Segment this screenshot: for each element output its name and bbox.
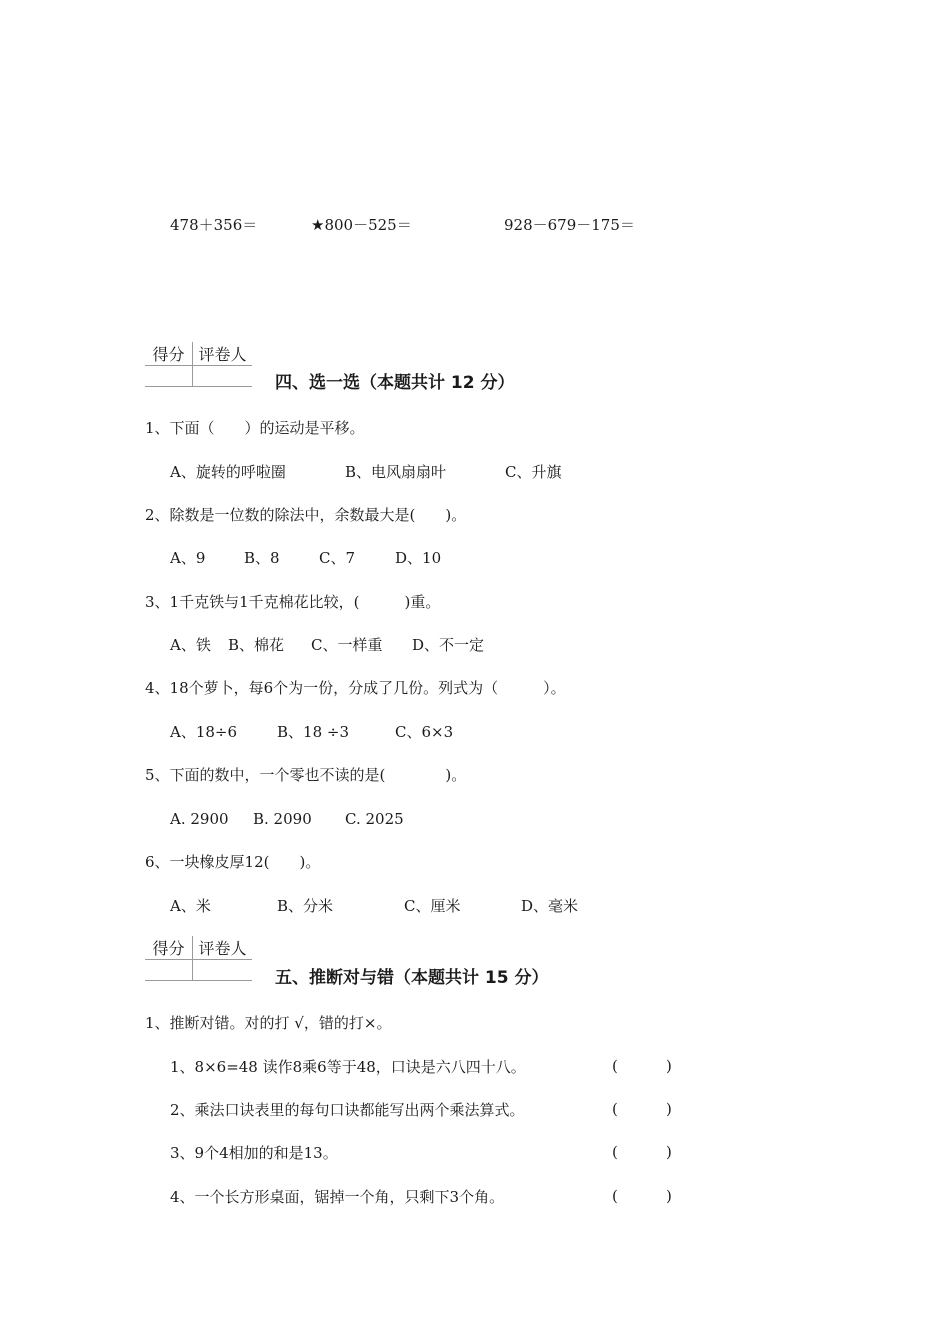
question-6: 6、一块橡皮厚12( )。 <box>145 853 321 871</box>
score-cell[interactable] <box>145 960 193 981</box>
answer-paren-right: ) <box>666 1143 672 1161</box>
score-cell[interactable] <box>145 366 193 387</box>
question-1: 1、下面（ ）的运动是平移。 <box>145 419 365 437</box>
question-4: 4、18个萝卜，每6个为一份，分成了几份。列式为（ ）。 <box>145 679 566 697</box>
option-4c: C、6×3 <box>395 723 454 741</box>
judge-item-1: 1、8×6=48 读作8乘6等于48，口诀是六八四十八。 <box>170 1058 526 1076</box>
question-2: 2、除数是一位数的除法中，余数最大是( )。 <box>145 506 467 524</box>
option-6d: D、毫米 <box>521 897 579 915</box>
answer-paren-left: ( <box>612 1187 618 1205</box>
judge-item-2: 2、乘法口诀表里的每句口诀都能写出两个乘法算式。 <box>170 1101 525 1119</box>
score-label: 得分 <box>145 936 193 960</box>
option-1a: A、旋转的呼啦圈 <box>170 463 286 481</box>
score-label: 得分 <box>145 342 193 366</box>
answer-paren-left: ( <box>612 1057 618 1075</box>
equation-2: ★800－525＝ <box>311 216 412 234</box>
question-3: 3、1千克铁与1千克棉花比较，( )重。 <box>145 593 441 611</box>
option-4b: B、18 ÷3 <box>277 723 349 741</box>
option-5a: A. 2900 <box>170 810 229 828</box>
equation-1: 478＋356＝ <box>170 216 258 234</box>
option-1c: C、升旗 <box>505 463 562 481</box>
equation-3: 928－679－175＝ <box>504 216 635 234</box>
option-2a: A、9 <box>170 549 206 567</box>
option-3b: B、棉花 <box>228 636 285 654</box>
section5-title: 五、推断对与错（本题共计 15 分） <box>275 968 549 988</box>
option-3d: D、不一定 <box>412 636 485 654</box>
option-4a: A、18÷6 <box>170 723 238 741</box>
option-3a: A、铁 <box>170 636 211 654</box>
answer-paren-right: ) <box>666 1100 672 1118</box>
option-2d: D、10 <box>395 549 442 567</box>
option-2b: B、8 <box>244 549 280 567</box>
score-box-section4 <box>145 342 252 387</box>
option-2c: C、7 <box>319 549 356 567</box>
option-5b: B. 2090 <box>253 810 312 828</box>
grader-label: 评卷人 <box>193 936 253 960</box>
answer-paren-left: ( <box>612 1143 618 1161</box>
option-1b: B、电风扇扇叶 <box>345 463 447 481</box>
option-6c: C、厘米 <box>404 897 461 915</box>
judge-item-4: 4、一个长方形桌面，锯掉一个角，只剩下3个角。 <box>170 1188 505 1206</box>
answer-paren-right: ) <box>666 1057 672 1075</box>
grader-cell[interactable] <box>193 366 253 387</box>
section4-title: 四、选一选（本题共计 12 分） <box>275 373 515 393</box>
option-6b: B、分米 <box>277 897 334 915</box>
grader-label: 评卷人 <box>193 342 253 366</box>
answer-paren-left: ( <box>612 1100 618 1118</box>
answer-paren-right: ) <box>666 1187 672 1205</box>
option-3c: C、一样重 <box>311 636 383 654</box>
option-5c: C. 2025 <box>345 810 404 828</box>
question-5: 5、下面的数中，一个零也不读的是( )。 <box>145 766 467 784</box>
option-6a: A、米 <box>170 897 211 915</box>
judge-item-3: 3、9个4相加的和是13。 <box>170 1144 338 1162</box>
grader-cell[interactable] <box>193 960 253 981</box>
score-box-section5 <box>145 936 252 981</box>
section5-intro: 1、推断对错。对的打 √，错的打×。 <box>145 1014 392 1032</box>
